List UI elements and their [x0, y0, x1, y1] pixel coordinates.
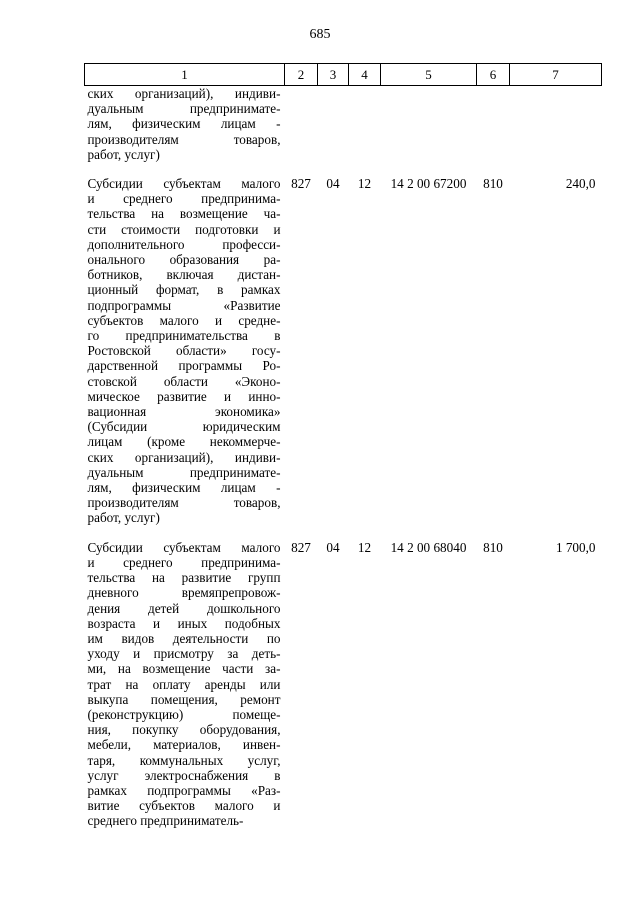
description-line: мебели, материалов, инвен-: [87, 737, 281, 753]
description-line: онального образования ра-: [87, 252, 281, 268]
description-line: таря, коммунальных услуг,: [87, 752, 281, 768]
page-number: 685: [309, 27, 331, 42]
description-line: рамках подпрограммы «Раз-: [87, 782, 281, 798]
column-header: 4: [349, 64, 381, 86]
description-line: витие субъектов малого и: [87, 798, 281, 814]
description-line: (реконструкцию) помеще-: [87, 706, 281, 722]
target-article-cell: [381, 86, 477, 163]
description-line: им видов деятельности по: [87, 630, 281, 646]
section-code-cell: [318, 86, 349, 163]
description-line: дарственной программы Ро-: [87, 358, 281, 374]
subsection-code-cell: 12: [357, 176, 372, 192]
description-line: лицам (кроме некоммерче-: [87, 434, 281, 450]
column-header: 1: [85, 64, 285, 86]
row-spacer: [85, 162, 602, 176]
description-line: лям, физическим лицам -: [87, 116, 281, 132]
description-line: выкупа помещения, ремонт: [87, 691, 281, 707]
target-article-cell: 14 2 00 68040: [390, 539, 467, 555]
table-row: [85, 540, 602, 829]
description-line: подпрограммы «Развитие: [87, 297, 281, 313]
table-body: [85, 86, 602, 829]
description-line: дения детей дошкольного: [87, 600, 281, 616]
description-line: тельства на возмещение ча-: [87, 206, 281, 222]
description-line: уходу и присмотру за деть-: [87, 646, 281, 662]
section-code-cell: 04: [326, 539, 340, 555]
description-line: (Субсидии юридическим: [87, 419, 281, 435]
description-line: сти стоимости подготовки и: [87, 221, 281, 237]
description-line: Субсидии субъектам малого: [87, 539, 281, 555]
column-header: 5: [381, 64, 477, 86]
description-line: ботников, включая дистан-: [87, 267, 281, 283]
amount-cell: 240,0: [565, 176, 596, 192]
description-line: и среднего предпринима-: [87, 554, 281, 570]
description-line: ских организаций), индиви-: [87, 449, 281, 465]
spacer-cell: [85, 162, 602, 176]
description-line: производителям товаров,: [87, 495, 281, 511]
ministry-code-cell: 827: [291, 176, 311, 192]
description-line: лям, физическим лицам -: [87, 480, 281, 496]
description-line: Субсидии субъектам малого: [87, 176, 281, 192]
description-line: дуальным предпринимате-: [87, 101, 281, 117]
description-line: го предпринимательства в: [87, 328, 281, 344]
spacer-cell: [85, 526, 602, 540]
table-row: [85, 176, 602, 526]
description-line: трат на оплату аренды или: [87, 676, 281, 692]
description-line: и среднего предпринима-: [87, 191, 281, 207]
ministry-code-cell: [285, 86, 318, 163]
subsection-code-cell: [349, 86, 381, 163]
section-code-cell: 04: [326, 176, 340, 192]
description-line: ционный формат, в рамках: [87, 282, 281, 298]
description-line: вационная экономика»: [87, 404, 281, 420]
column-header: 6: [477, 64, 510, 86]
expense-type-cell: [477, 86, 510, 163]
description-line: работ, услуг): [87, 510, 160, 526]
description-line: Ростовской области» госу-: [87, 343, 281, 359]
budget-table: [84, 63, 602, 829]
column-header: 2: [285, 64, 318, 86]
table-row: [85, 86, 602, 163]
description-cell: [85, 86, 285, 163]
description-line: дневного времяпрепровож-: [87, 585, 281, 601]
description-line: производителям товаров,: [87, 131, 281, 147]
subsection-code-cell: 12: [357, 539, 372, 555]
column-header: 3: [318, 64, 349, 86]
amount-cell: [510, 86, 602, 163]
column-header: 7: [510, 64, 602, 86]
description-line: стовской области «Эконо-: [87, 373, 281, 389]
expense-type-cell: 810: [483, 176, 503, 192]
description-line: ния, покупку оборудования,: [87, 722, 281, 738]
expense-type-cell: 810: [483, 539, 503, 555]
description-line: работ, услуг): [87, 146, 160, 162]
description-line: субъектов малого и средне-: [87, 312, 281, 328]
target-article-cell: 14 2 00 67200: [390, 176, 467, 192]
description-line: возраста и иных подобных: [87, 615, 281, 631]
row-spacer: [85, 526, 602, 540]
column-header-row: [85, 64, 602, 86]
description-line: мическое развитие и инно-: [87, 388, 281, 404]
description-line: дуальным предпринимате-: [87, 464, 281, 480]
description-line: ских организаций), индиви-: [87, 86, 281, 101]
description-line: услуг электроснабжения в: [87, 767, 281, 783]
description-line: дополнительного професси-: [87, 236, 281, 252]
amount-cell: 1 700,0: [555, 539, 596, 555]
description-cell: [85, 540, 285, 829]
description-line: ми, на возмещение части за-: [87, 661, 281, 677]
description-line: среднего предприниматель-: [87, 813, 244, 829]
description-line: тельства на развитие групп: [87, 570, 281, 586]
description-cell: [85, 176, 285, 526]
ministry-code-cell: 827: [291, 539, 311, 555]
